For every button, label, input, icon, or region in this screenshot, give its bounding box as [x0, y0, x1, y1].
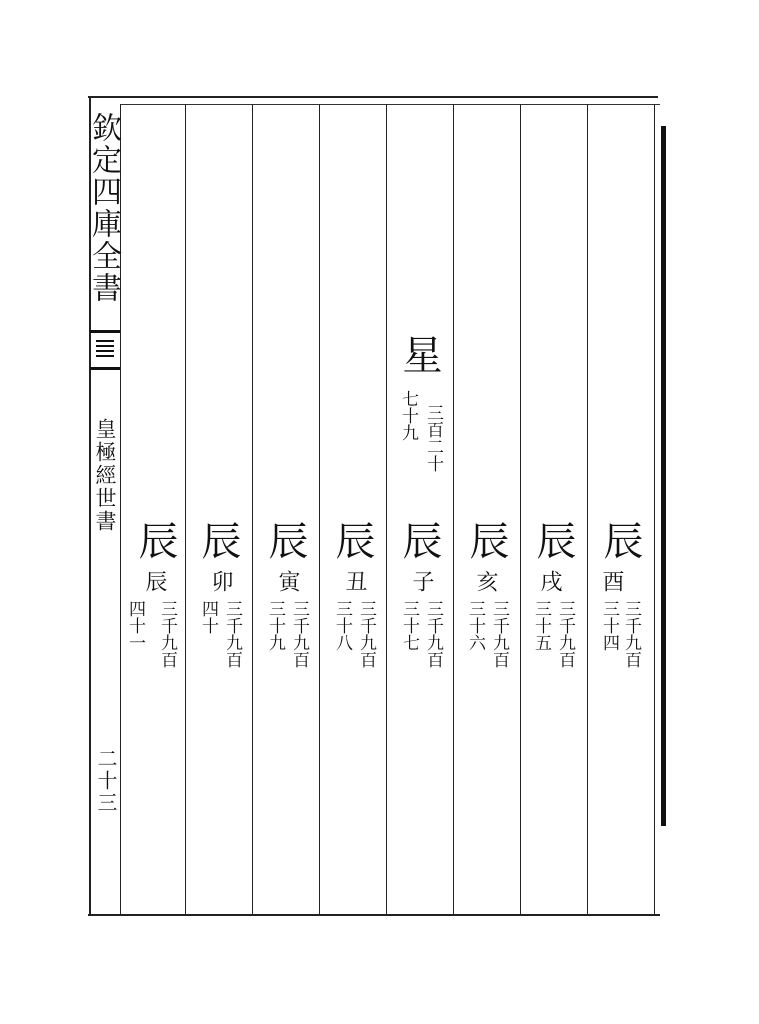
- star-annotation-right: 三百二十: [423, 404, 443, 472]
- note-right: 三千九百: [423, 600, 443, 668]
- star-label: 星: [396, 334, 442, 374]
- branch-char: 卯: [208, 570, 233, 593]
- fish-tail-mark: [90, 330, 120, 370]
- column-head-char: 辰: [597, 520, 643, 560]
- column-head-char: 辰: [530, 520, 576, 560]
- column-divider: [453, 104, 454, 914]
- column-head-char: 辰: [463, 520, 509, 560]
- branch-char: 寅: [275, 570, 300, 593]
- column-divider: [386, 104, 387, 914]
- column-divider: [520, 104, 521, 914]
- note-right: 三千九百: [157, 600, 177, 668]
- branch-char: 亥: [473, 570, 498, 593]
- branch-char: 酉: [599, 570, 624, 593]
- column-head-char: 辰: [195, 520, 241, 560]
- note-left: 三十八: [332, 600, 352, 651]
- column-head-char: 辰: [329, 520, 375, 560]
- frame-bottom-border: [88, 914, 660, 916]
- column-head-char: 辰: [396, 520, 442, 560]
- note-right: 三千九百: [289, 600, 309, 668]
- branch-char: 戌: [537, 570, 562, 593]
- column-head-char: 辰: [262, 520, 308, 560]
- series-title: 欽定四庫全書: [86, 112, 121, 304]
- note-right: 三千九百: [555, 600, 575, 668]
- star-annotation-left: 七十九: [398, 390, 418, 441]
- column-head-char: 辰: [132, 520, 178, 560]
- page-number: 二十三: [94, 748, 118, 814]
- frame-right-border: [661, 126, 666, 826]
- column-divider: [319, 104, 320, 914]
- note-left: 三十六: [465, 600, 485, 651]
- book-title: 皇極經世書: [93, 418, 117, 533]
- frame-inner-top-border: [120, 104, 660, 105]
- frame-top-border: [88, 96, 658, 98]
- branch-char: 辰: [142, 570, 167, 593]
- note-right: 三千九百: [222, 600, 242, 668]
- note-left: 三十七: [399, 600, 419, 651]
- column-divider: [587, 104, 588, 914]
- note-left: 三十四: [599, 600, 619, 651]
- branch-char: 子: [409, 570, 434, 593]
- column-divider: [654, 104, 655, 914]
- note-right: 三千九百: [356, 600, 376, 668]
- note-right: 三千九百: [489, 600, 509, 668]
- note-left: 四十一: [125, 600, 145, 651]
- note-left: 三十五: [531, 600, 551, 651]
- note-left: 四十: [198, 600, 218, 634]
- branch-char: 丑: [342, 570, 367, 593]
- note-right: 三千九百: [621, 600, 641, 668]
- note-left: 三十九: [265, 600, 285, 651]
- column-divider: [185, 104, 186, 914]
- column-divider: [252, 104, 253, 914]
